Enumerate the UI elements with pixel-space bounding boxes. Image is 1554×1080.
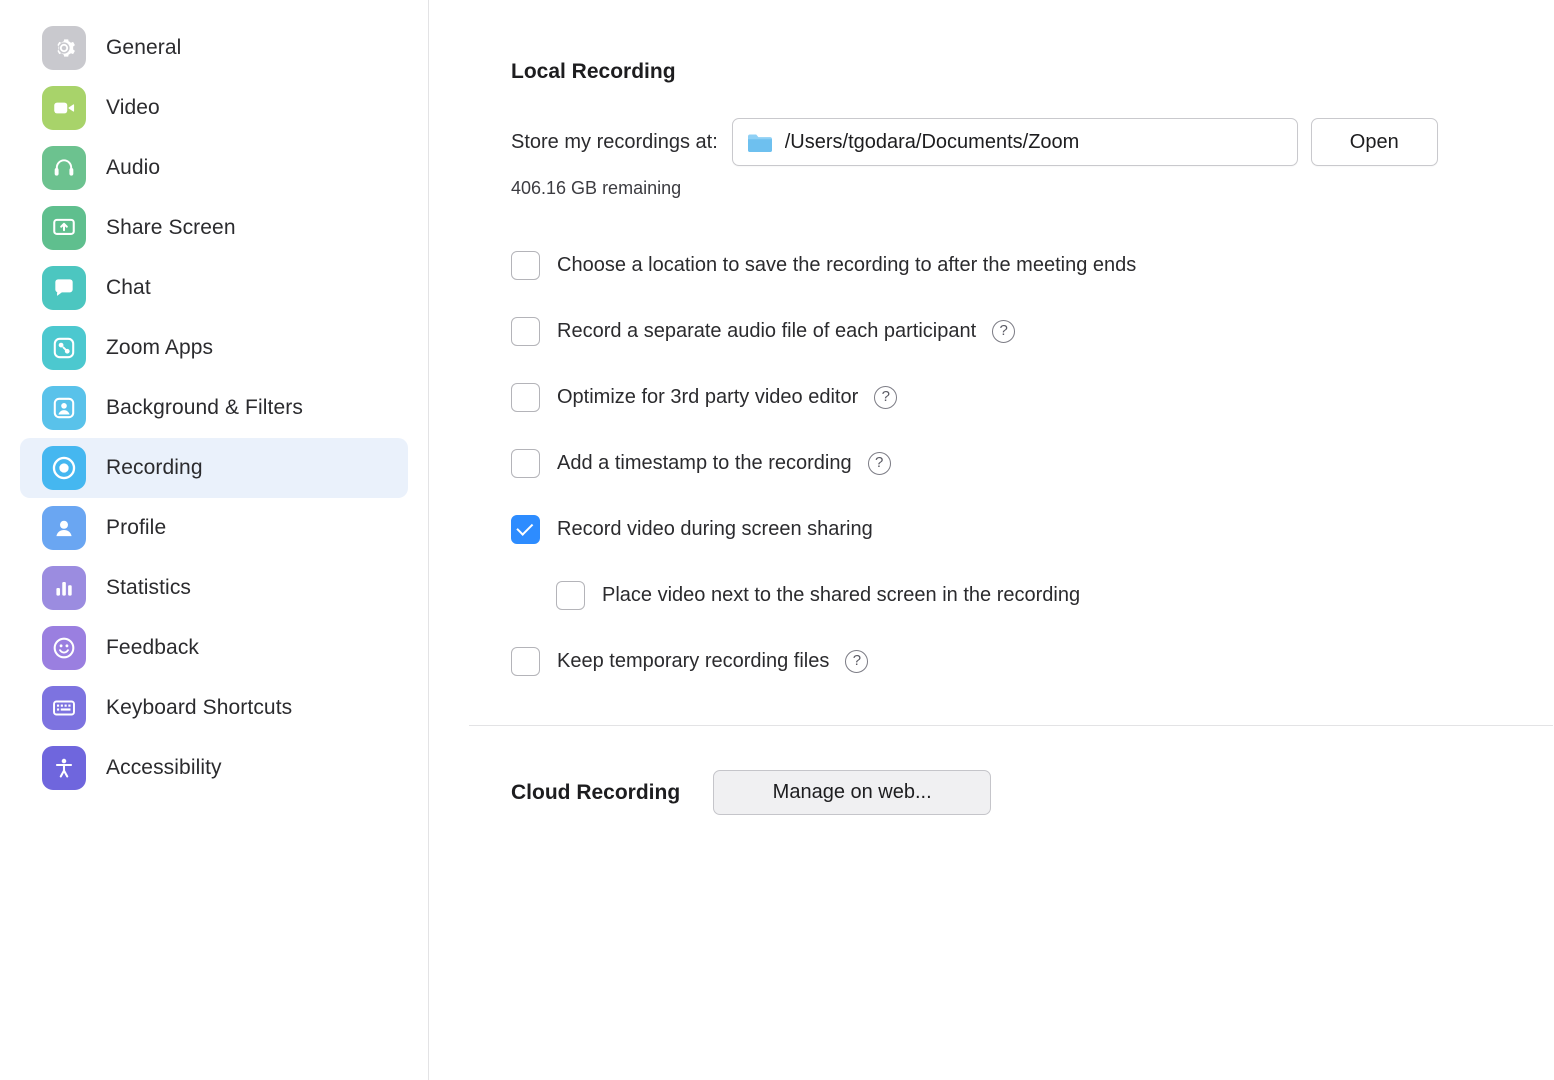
section-divider <box>469 725 1553 726</box>
sidebar-item-label: Video <box>106 96 160 119</box>
sidebar-item-feedback[interactable] <box>20 618 408 678</box>
disk-space-remaining: 406.16 GB remaining <box>511 178 682 198</box>
checkbox[interactable] <box>511 383 540 412</box>
smiley-face-icon <box>42 626 86 670</box>
option-label: Record a separate audio file of each participant <box>557 319 977 342</box>
folder-icon <box>747 132 773 153</box>
sidebar-item-label: Feedback <box>106 636 200 659</box>
sidebar-item-label: Keyboard Shortcuts <box>106 696 293 719</box>
option-row[interactable] <box>511 364 1511 430</box>
sidebar-item-label: Statistics <box>106 576 192 599</box>
zoom-apps-icon <box>42 326 86 370</box>
headphones-icon <box>42 146 86 190</box>
checkbox[interactable] <box>511 317 540 346</box>
option-row[interactable] <box>511 430 1511 496</box>
sidebar-item-label: Zoom Apps <box>106 336 214 359</box>
share-screen-icon <box>42 206 86 250</box>
sidebar-item-label: Profile <box>106 516 167 539</box>
sidebar-item-recording[interactable] <box>20 438 408 498</box>
record-circle-icon <box>42 446 86 490</box>
sidebar-item-profile[interactable] <box>20 498 408 558</box>
settings-sidebar <box>0 0 429 1080</box>
checkbox[interactable] <box>511 647 540 676</box>
local-recording-options <box>511 232 1511 694</box>
person-icon <box>42 506 86 550</box>
option-row[interactable] <box>511 562 1511 628</box>
sidebar-item-general[interactable] <box>20 18 408 78</box>
store-recordings-label: Store my recordings at: <box>511 130 718 153</box>
accessibility-icon <box>42 746 86 790</box>
option-label: Keep temporary recording files <box>557 649 830 672</box>
gear-icon <box>42 26 86 70</box>
option-label: Record video during screen sharing <box>557 517 873 540</box>
checkbox[interactable] <box>511 515 540 544</box>
option-label: Place video next to the shared screen in the recording <box>602 583 1081 606</box>
video-camera-icon <box>42 86 86 130</box>
store-recordings-row <box>511 118 1438 166</box>
sidebar-item-label: Share Screen <box>106 216 236 239</box>
option-row[interactable] <box>511 628 1511 694</box>
cloud-recording-heading: Cloud Recording <box>511 780 681 804</box>
sidebar-item-chat[interactable] <box>20 258 408 318</box>
open-folder-button[interactable]: Open <box>1311 118 1438 166</box>
sidebar-item-zoom-apps[interactable] <box>20 318 408 378</box>
sidebar-item-label: Background & Filters <box>106 396 303 419</box>
bar-chart-icon <box>42 566 86 610</box>
sidebar-item-keyboard-shortcuts[interactable] <box>20 678 408 738</box>
sidebar-item-label: Chat <box>106 276 151 299</box>
help-icon[interactable]: ? <box>992 320 1015 343</box>
option-row[interactable] <box>511 232 1511 298</box>
help-icon[interactable]: ? <box>868 452 891 475</box>
sidebar-item-label: General <box>106 36 182 59</box>
help-icon[interactable]: ? <box>845 650 868 673</box>
recording-path-field[interactable] <box>732 118 1298 166</box>
recording-settings-panel <box>429 0 1554 1080</box>
local-recording-heading: Local Recording <box>511 60 676 83</box>
sidebar-item-accessibility[interactable] <box>20 738 408 798</box>
sidebar-item-label: Accessibility <box>106 756 222 779</box>
help-icon[interactable]: ? <box>874 386 897 409</box>
cloud-recording-row <box>511 770 991 815</box>
chat-bubble-icon <box>42 266 86 310</box>
checkbox[interactable] <box>556 581 585 610</box>
option-row[interactable] <box>511 298 1511 364</box>
sidebar-item-video[interactable] <box>20 78 408 138</box>
sidebar-item-label: Audio <box>106 156 161 179</box>
sidebar-item-share-screen[interactable] <box>20 198 408 258</box>
option-label: Add a timestamp to the recording <box>557 451 852 474</box>
sidebar-item-label: Recording <box>106 456 203 479</box>
sidebar-item-statistics[interactable] <box>20 558 408 618</box>
manage-on-web-button[interactable]: Manage on web... <box>713 770 991 815</box>
checkbox[interactable] <box>511 449 540 478</box>
checkbox[interactable] <box>511 251 540 280</box>
keyboard-icon <box>42 686 86 730</box>
option-label: Optimize for 3rd party video editor <box>557 385 859 408</box>
option-row[interactable] <box>511 496 1511 562</box>
sidebar-item-audio[interactable] <box>20 138 408 198</box>
option-label: Choose a location to save the recording to after the meeting ends <box>557 253 1137 276</box>
recording-path-value: /Users/tgodara/Documents/Zoom <box>784 130 1080 153</box>
sidebar-item-background-filters[interactable] <box>20 378 408 438</box>
background-filters-icon <box>42 386 86 430</box>
